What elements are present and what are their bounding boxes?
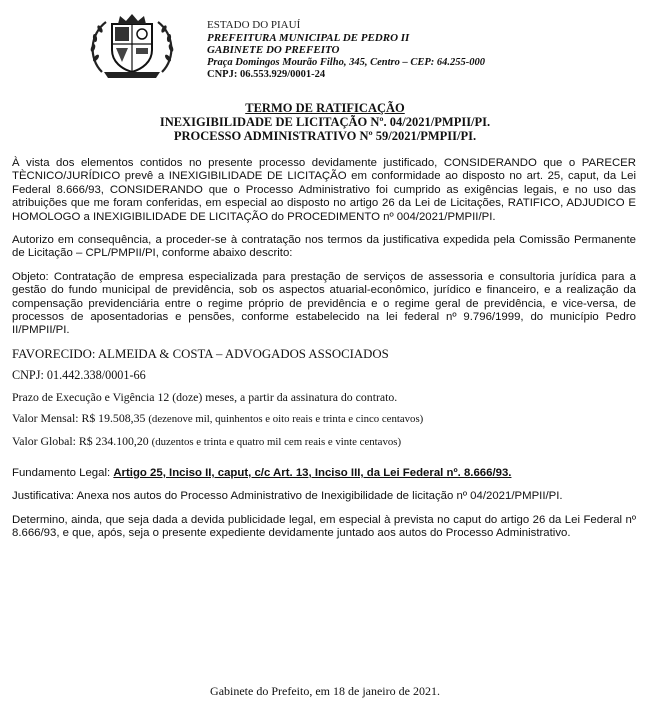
fundamento-legal bbox=[12, 467, 636, 480]
paragraph-object: Objeto: Contratação de empresa especializada para prestação de serviços de assessoria e consultoria jurídica para a gestão do fundo municipal de previdência, sob os aspectos atuarial-econômico, jurídico e financeiro, e a realização da compensação previdenciária entre o regime próprio de previdência e o regime geral de previdência, e vice-versa, de processos de aposentadorias e pensões, conforme estabelecido na lei federal nº 9.796/1999, do município Pedro II/PMPII/PI. bbox=[12, 270, 636, 337]
valor-mensal-amount: R$ 19.508,35 bbox=[81, 411, 146, 426]
valor-global bbox=[12, 435, 636, 449]
title-termo: TERMO DE RATIFICAÇÃO bbox=[245, 101, 405, 115]
favorecido: FAVORECIDO: ALMEIDA & COSTA – ADVOGADOS ASSOCIADOS bbox=[12, 346, 389, 361]
letterhead bbox=[207, 19, 637, 82]
address: Praça Domingos Mourão Filho, 345, Centro – CEP: 64.255-000 bbox=[207, 56, 485, 68]
favorecido-cnpj: CNPJ: 01.442.338/0001-66 bbox=[12, 368, 146, 383]
municipal-seal-icon bbox=[84, 14, 180, 80]
valor-global-label: Valor Global: bbox=[12, 433, 76, 448]
valor-global-amount: R$ 234.100,20 bbox=[78, 433, 149, 448]
gabinete-name: GABINETE DO PREFEITO bbox=[207, 44, 340, 56]
valor-global-extenso: (duzentos e trinta e quatro mil cem reais e vinte centavos) bbox=[151, 435, 402, 448]
prefeitura-name: PREFEITURA MUNICIPAL DE PEDRO II bbox=[207, 31, 410, 44]
letterhead-cnpj: CNPJ: 06.553.929/0001-24 bbox=[207, 69, 326, 80]
determino: Determino, ainda, que seja dada a devida publicidade legal, em especial à prevista no caput do artigo 26 da Lei Federal nº 8.666/93, e que, após, seja o presente expediente devidamente juntado aos autos do Processo Administrativo. bbox=[12, 513, 636, 540]
state-name: ESTADO DO PIAUÍ bbox=[207, 19, 301, 31]
valor-mensal bbox=[12, 412, 636, 426]
fundamento-value: Artigo 25, Inciso II, caput, c/c Art. 13, Inciso III, da Lei Federal nº. 8.666/93. bbox=[113, 466, 512, 479]
title-processo: PROCESSO ADMINISTRATIVO Nº 59/2021/PMPII/PI. bbox=[173, 129, 477, 143]
footer-date: Gabinete do Prefeito, em 18 de janeiro de 2021. bbox=[210, 684, 440, 698]
contract-details bbox=[12, 348, 636, 449]
document-title bbox=[0, 101, 650, 143]
justificativa: Justificativa: Anexa nos autos do Processo Administrativo de Inexigibilidade de licitação nº 04/2021/PMPII/PI. bbox=[12, 490, 563, 503]
paragraph-ratification: À vista dos elementos contidos no presente processo devidamente justificado, CONSIDERANDO que o PARECER TÈCNICO/JURÍDICO prevê a INEXIGIBILIDADE DE LICITAÇÃO em conformidade ao disposto no art. 25, caput, da Lei Federal 8.666/93, CONSIDERANDO que o Processo Administrativo foi cumprido as exigências legais, e no uso das atribuições que me foram conferidas, em especial ao disposto no artigo 26 da Lei de Licitações, RATIFICO, ADJUDICO E HOMOLOGO a INEXIGIBILIDADE DE LICITAÇÃO do PROCEDIMENTO nº 004/2021/PMPII/PI. bbox=[12, 157, 636, 223]
document-body bbox=[12, 157, 636, 551]
valor-mensal-extenso: (dezenove mil, quinhentos e oito reais e trinta e cinco centavos) bbox=[148, 413, 424, 426]
prazo-execucao: Prazo de Execução e Vigência 12 (doze) meses, a partir da assinatura do contrato. bbox=[12, 389, 398, 404]
fundamento-label: Fundamento Legal: bbox=[12, 466, 111, 479]
title-inexigibilidade: INEXIGIBILIDADE DE LICITAÇÃO Nº. 04/2021/PMPII/PI. bbox=[159, 115, 491, 129]
valor-mensal-label: Valor Mensal: bbox=[12, 411, 79, 426]
paragraph-authorization: Autorizo em consequência, a proceder-se à contratação nos termos da justificativa expedida pela Comissão Permanente de Licitação – CPL/PMPII/PI, conforme abaixo descrito: bbox=[12, 234, 636, 260]
